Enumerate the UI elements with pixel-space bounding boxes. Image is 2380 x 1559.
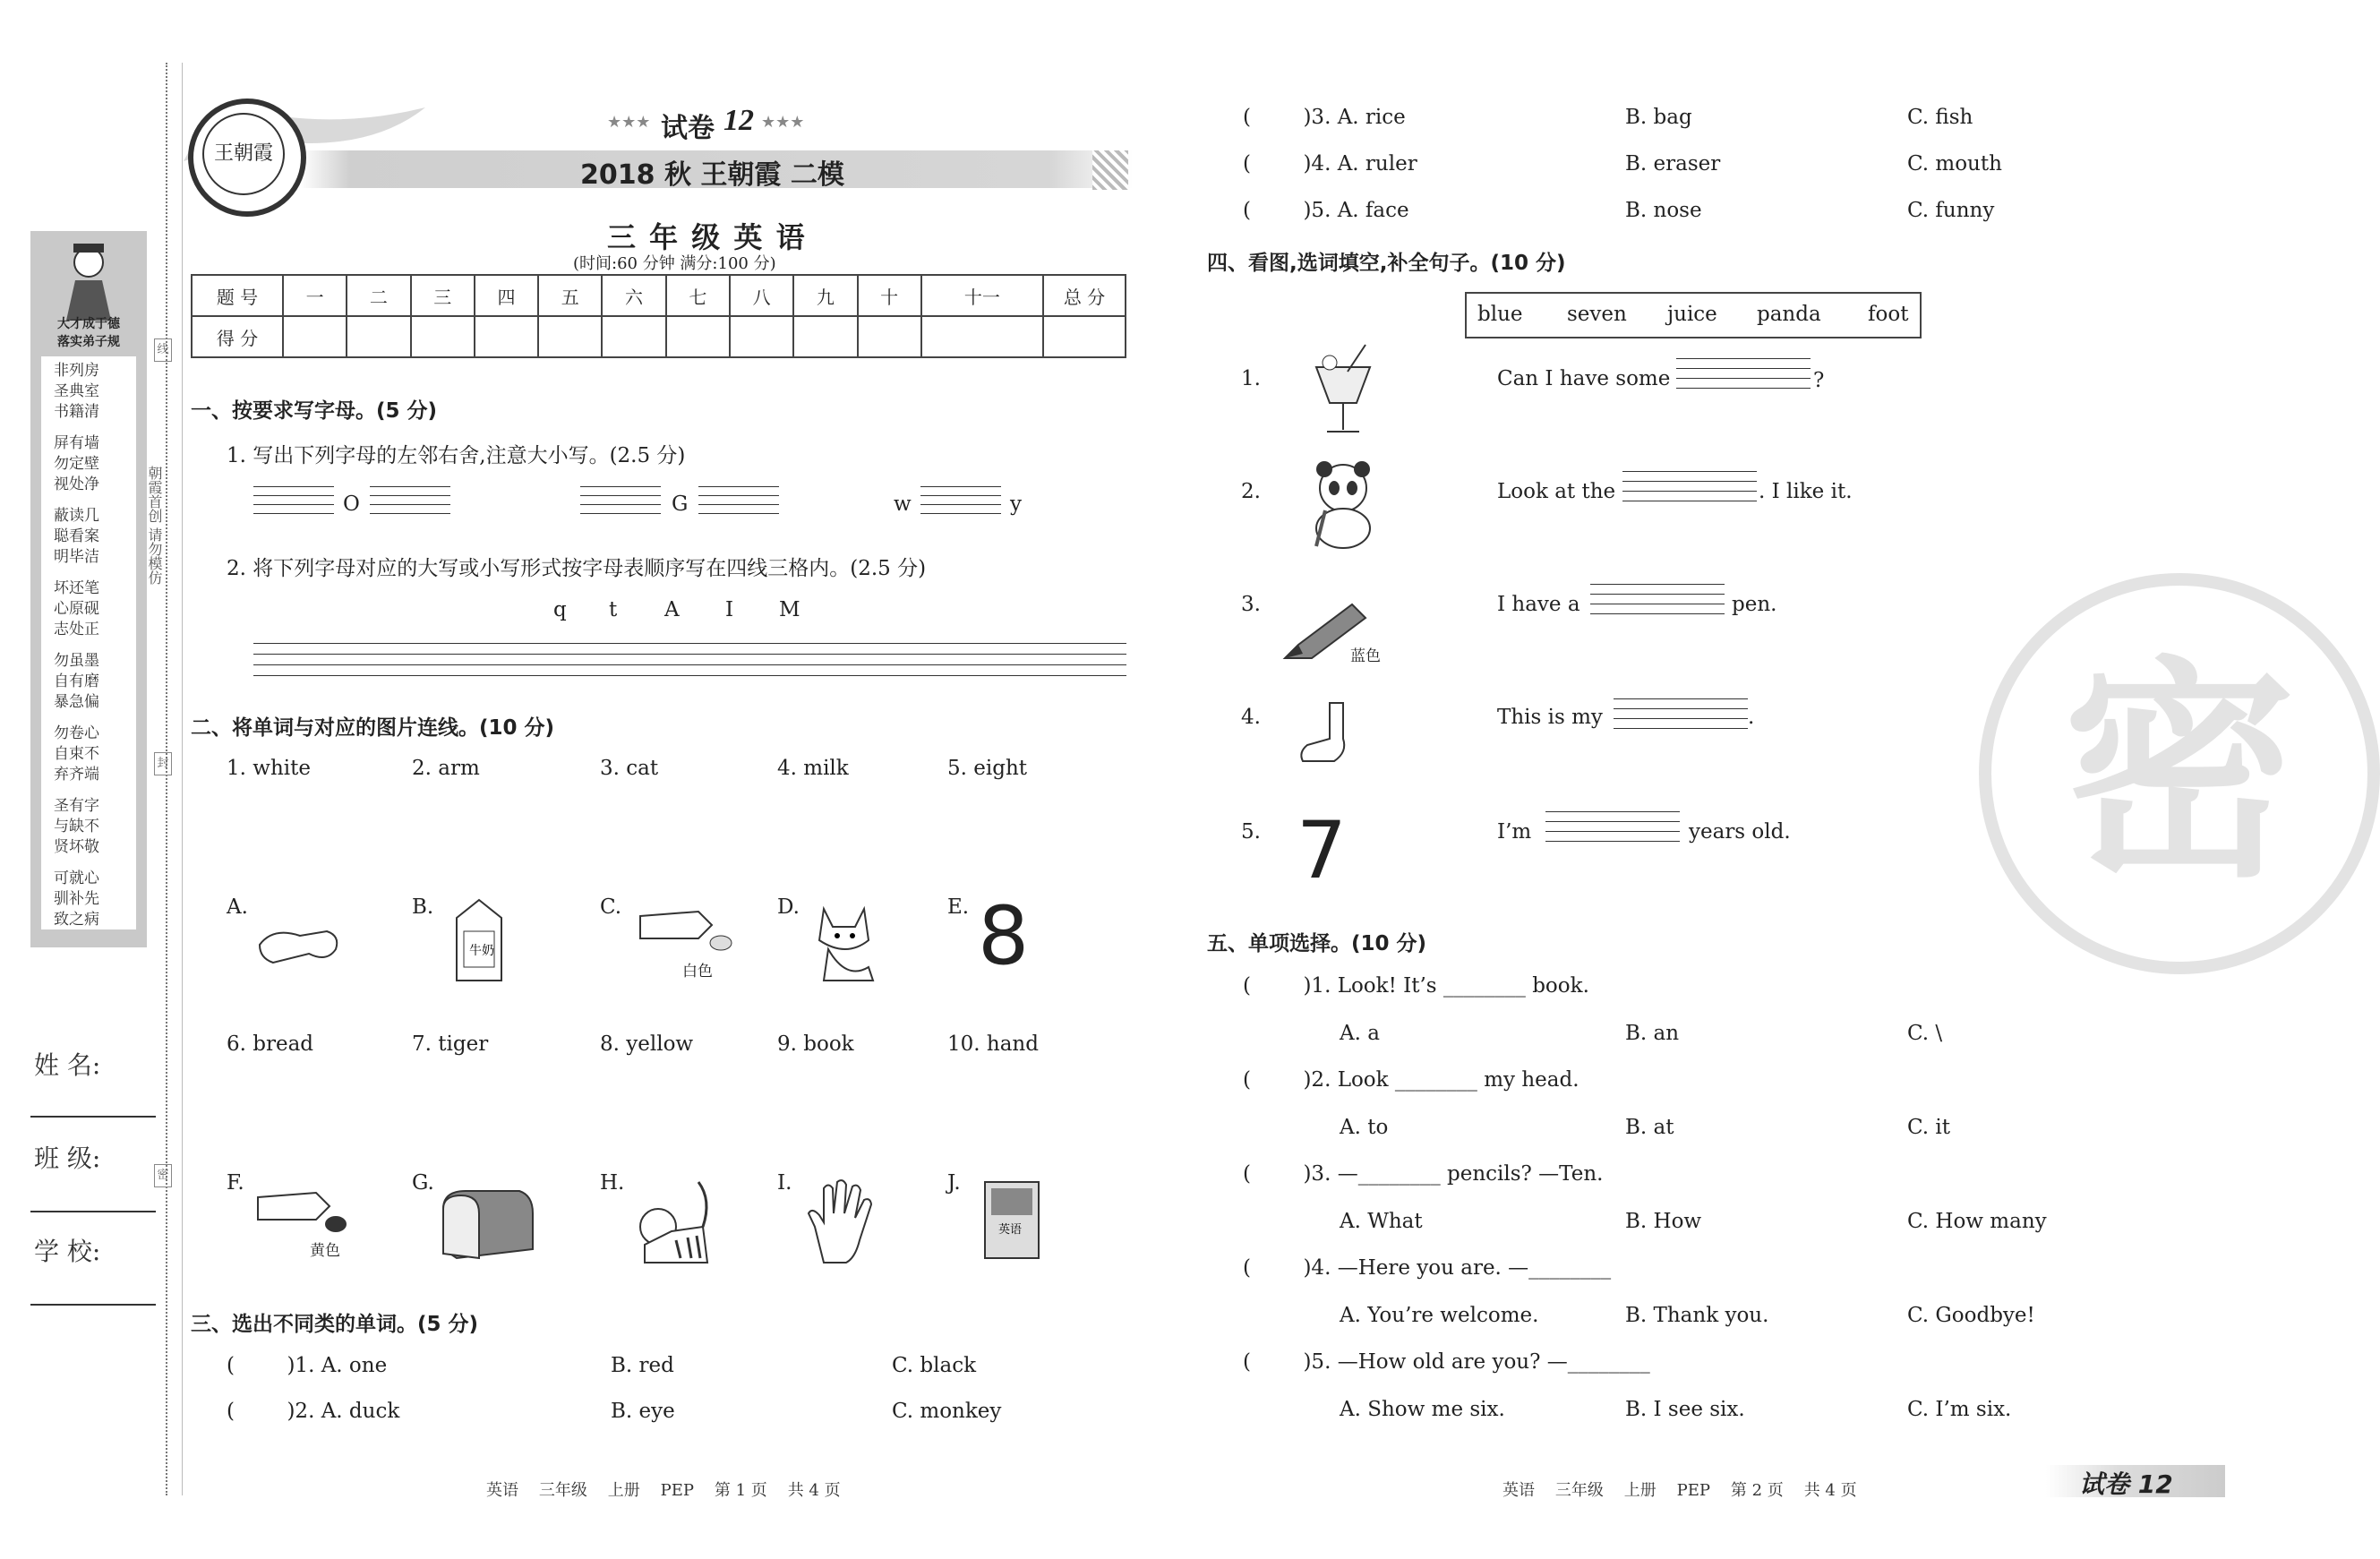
binding-slogan: 大才成于德 落实弟子规 xyxy=(57,317,120,349)
item-number: 5. xyxy=(1241,820,1261,844)
seal-mark-secret: 密 xyxy=(154,1164,172,1187)
mc-option-a[interactable]: A. to xyxy=(1340,1116,1389,1139)
vertical-note: 朝霞首创 请勿模仿 xyxy=(146,466,163,586)
section2-title: 二、将单词与对应的图片连线。(10 分) xyxy=(191,716,555,740)
class-field[interactable] xyxy=(30,1211,156,1212)
answer-lines[interactable] xyxy=(1590,584,1725,611)
given-letter: I xyxy=(725,598,734,621)
word-item: 4. milk xyxy=(777,757,849,780)
brand-logo xyxy=(188,99,306,217)
book-icon[interactable] xyxy=(980,1178,1043,1263)
footer-page2: 英语 三年级 上册 PEP 第 2 页 共 4 页 xyxy=(1502,1481,1857,1500)
choice-option: B. bag xyxy=(1625,106,1692,129)
mc-option-a[interactable]: A. What xyxy=(1340,1210,1423,1233)
four-line-grid[interactable] xyxy=(253,643,1126,679)
pic-label: C. xyxy=(600,895,622,919)
sentence-prefix: Look at the xyxy=(1497,480,1616,503)
choice-option: C. funny xyxy=(1907,199,1995,222)
answer-lines[interactable] xyxy=(1622,471,1757,498)
answer-lines[interactable] xyxy=(1676,358,1811,385)
word-bank-item: seven xyxy=(1567,303,1627,326)
name-label: 姓 名: xyxy=(34,1050,101,1080)
seal-mark-line: 线 xyxy=(154,338,172,362)
book-text: 英语 xyxy=(998,1223,1023,1237)
score-input-cell[interactable] xyxy=(921,316,1043,357)
motto-2: 屏有墙 勿定壁 视处净 xyxy=(54,434,99,493)
item-number: 1. xyxy=(1241,367,1261,390)
blue-color-label: 蓝色 xyxy=(1350,647,1381,665)
score-label-cell: 得 分 xyxy=(192,316,283,357)
item-number: 4. xyxy=(1241,706,1261,729)
score-header-cell: 七 xyxy=(666,275,730,316)
sentence-suffix: years old. xyxy=(1689,820,1791,844)
score-header-cell: 一 xyxy=(283,275,347,316)
corner-paper-label: 试卷 12 xyxy=(2079,1469,2173,1499)
item-number: 2. xyxy=(1241,480,1261,503)
choice-option: B. eye xyxy=(611,1400,675,1423)
stars-left: ★★★ xyxy=(607,113,651,132)
word-item: 9. book xyxy=(777,1032,854,1056)
score-input-cell[interactable] xyxy=(347,316,410,357)
choice-option: C. monkey xyxy=(892,1400,1002,1423)
pic-label: F. xyxy=(227,1171,244,1195)
score-header-cell: 十 xyxy=(858,275,921,316)
word-item: 6. bread xyxy=(227,1032,314,1056)
mc-option-a[interactable]: A. a xyxy=(1340,1022,1380,1045)
choice-option: C. fish xyxy=(1907,106,1973,129)
mc-option-b[interactable]: B. I see six. xyxy=(1625,1398,1745,1421)
milk-text: 牛奶 xyxy=(469,944,494,958)
digit-eight[interactable]: 8 xyxy=(978,889,1030,983)
letter-o: O xyxy=(343,493,360,516)
word-item: 5. eight xyxy=(947,757,1028,780)
mc-option-a[interactable]: A. You’re welcome. xyxy=(1340,1304,1539,1327)
motto-7: 圣有字 与缺不 贤坏敬 xyxy=(54,797,99,856)
stars-right: ★★★ xyxy=(761,113,805,132)
paper-label: 试卷 xyxy=(661,113,715,144)
checker-pattern xyxy=(1092,150,1128,190)
juice-glass-icon[interactable] xyxy=(1307,340,1379,439)
choice-option: C. mouth xyxy=(1907,152,2002,176)
score-header-cell: 八 xyxy=(730,275,793,316)
score-input-cell[interactable] xyxy=(475,316,538,357)
mc-option-c[interactable]: C. How many xyxy=(1907,1210,2047,1233)
sentence-suffix: . xyxy=(1748,706,1755,729)
sentence-suffix: . I like it. xyxy=(1759,480,1853,503)
given-letter: q xyxy=(553,598,567,621)
score-input-cell[interactable] xyxy=(1043,316,1126,357)
score-input-cell[interactable] xyxy=(858,316,921,357)
score-input-cell[interactable] xyxy=(602,316,665,357)
score-input-cell[interactable] xyxy=(283,316,347,357)
word-bank-item: panda xyxy=(1757,303,1821,326)
given-letter: t xyxy=(609,598,618,621)
class-label: 班 级: xyxy=(34,1144,101,1173)
section1-q1: 1. 写出下列字母的左邻右舍,注意大小写。(2.5 分) xyxy=(227,444,686,467)
word-bank-item: juice xyxy=(1667,303,1717,326)
score-header-cell: 总 分 xyxy=(1043,275,1126,316)
seal-mark-seal: 封 xyxy=(154,752,172,775)
white-paint-tube-icon[interactable] xyxy=(636,903,734,956)
score-header-cell: 五 xyxy=(538,275,602,316)
choice-question[interactable]: ( )2. A. duck xyxy=(227,1400,400,1423)
mc-option-b[interactable]: B. an xyxy=(1625,1022,1680,1045)
word-item: 2. arm xyxy=(412,757,480,780)
word-bank-item: foot xyxy=(1868,303,1909,326)
mc-option-c[interactable]: C. Goodbye! xyxy=(1907,1304,2035,1327)
sentence-prefix: I’m xyxy=(1497,820,1532,844)
yellow-paint-tube-icon[interactable] xyxy=(253,1184,352,1238)
motto-4: 坏还笔 心原砚 志处正 xyxy=(54,579,99,638)
pic-label: E. xyxy=(947,895,970,919)
letter-g: G xyxy=(672,493,689,516)
pic-label: B. xyxy=(412,895,434,919)
score-header-cell: 六 xyxy=(602,275,665,316)
pic-label: A. xyxy=(227,895,248,919)
score-input-cell[interactable] xyxy=(411,316,475,357)
choice-option: B. nose xyxy=(1625,199,1702,222)
hand-icon[interactable] xyxy=(801,1178,882,1267)
letter-y: y xyxy=(1010,493,1022,516)
word-item: 10. hand xyxy=(947,1032,1039,1056)
name-field[interactable] xyxy=(30,1116,156,1118)
sentence-prefix: Can I have some xyxy=(1497,367,1671,390)
answer-lines[interactable] xyxy=(370,486,450,513)
digit-seven[interactable]: 7 xyxy=(1297,804,1347,896)
choice-question[interactable]: ( )5. A. face xyxy=(1243,199,1409,222)
score-header-cell: 四 xyxy=(475,275,538,316)
score-header-cell: 二 xyxy=(347,275,410,316)
exam-title: 2018 秋 王朝霞 二模 xyxy=(580,159,844,191)
mc-option-c[interactable]: C. I’m six. xyxy=(1907,1398,2012,1421)
sentence-prefix: I have a xyxy=(1497,593,1580,616)
pic-label: D. xyxy=(777,895,800,919)
letter-w: w xyxy=(894,493,912,516)
footer-page1: 英语 三年级 上册 PEP 第 1 页 共 4 页 xyxy=(486,1481,841,1500)
mc-option-c[interactable]: C. it xyxy=(1907,1116,1950,1139)
logo-text: 王朝霞 xyxy=(202,113,285,195)
subject-title: 三 年 级 英 语 xyxy=(607,220,807,254)
mc-option-c[interactable]: C. \ xyxy=(1907,1022,1943,1045)
word-item: 3. cat xyxy=(600,757,659,780)
word-item: 1. white xyxy=(227,757,311,780)
choice-option: B. eraser xyxy=(1625,152,1721,176)
mc-option-b[interactable]: B. How xyxy=(1625,1210,1702,1233)
choice-option: B. red xyxy=(611,1354,674,1377)
yellow-color-label: 黄色 xyxy=(310,1242,340,1260)
score-header-cell: 题 号 xyxy=(192,275,283,316)
score-input-cell[interactable] xyxy=(793,316,857,357)
seal-char: 密 xyxy=(2063,638,2296,909)
mc-question[interactable]: ( )4. —Here you are. —________ xyxy=(1243,1256,1612,1280)
school-label: 学 校: xyxy=(34,1237,101,1266)
score-table xyxy=(191,274,1126,358)
score-input-cell[interactable] xyxy=(730,316,793,357)
word-item: 8. yellow xyxy=(600,1032,694,1056)
pic-label: H. xyxy=(600,1171,625,1195)
binding-dotted-line xyxy=(166,63,167,1495)
milk-carton-icon[interactable] xyxy=(448,895,510,985)
sentence-suffix: pen. xyxy=(1732,593,1777,616)
score-input-cell[interactable] xyxy=(538,316,602,357)
mc-option-b[interactable]: B. Thank you. xyxy=(1625,1304,1769,1327)
score-header-cell: 九 xyxy=(793,275,857,316)
arm-icon[interactable] xyxy=(255,909,345,972)
answer-lines[interactable] xyxy=(253,486,334,513)
word-bank-item: blue xyxy=(1477,303,1523,326)
answer-lines[interactable] xyxy=(580,486,661,513)
scholar-icon xyxy=(57,240,120,321)
choice-option: C. black xyxy=(892,1354,977,1377)
white-color-label: 白色 xyxy=(682,963,713,981)
given-letter: M xyxy=(779,598,800,621)
panda-icon[interactable] xyxy=(1303,457,1383,551)
motto-1: 非列房 圣典室 书籍清 xyxy=(54,362,99,421)
mc-question[interactable]: ( )1. Look! It’s ________ book. xyxy=(1243,974,1589,998)
bread-icon[interactable] xyxy=(439,1182,537,1263)
motto-3: 蔽读几 聪看案 明毕洁 xyxy=(54,507,99,566)
word-bank-box xyxy=(1465,292,1922,338)
mc-option-b[interactable]: B. at xyxy=(1625,1116,1674,1139)
paper-number: 12 xyxy=(723,104,754,137)
mc-question[interactable]: ( )2. Look ________ my head. xyxy=(1243,1068,1580,1092)
answer-lines[interactable] xyxy=(1545,811,1680,838)
choice-question[interactable]: ( )3. A. rice xyxy=(1243,106,1406,129)
section1-title: 一、按要求写字母。(5 分) xyxy=(191,399,438,423)
mc-question[interactable]: ( )5. —How old are you? —________ xyxy=(1243,1350,1650,1374)
secret-seal-watermark xyxy=(1979,573,2380,974)
motto-8: 可就心 驯补先 致之病 xyxy=(54,869,99,929)
cat-icon[interactable] xyxy=(806,895,886,985)
mc-question[interactable]: ( )3. —________ pencils? —Ten. xyxy=(1243,1162,1604,1186)
motto-6: 勿卷心 自束不 弃齐端 xyxy=(54,724,99,784)
score-header-row xyxy=(192,275,1126,316)
section3-title: 三、选出不同类的单词。(5 分) xyxy=(191,1313,479,1336)
answer-lines[interactable] xyxy=(698,486,779,513)
score-value-row xyxy=(192,316,1126,357)
mc-option-a[interactable]: A. Show me six. xyxy=(1340,1398,1505,1421)
word-item: 7. tiger xyxy=(412,1032,489,1056)
section5-title: 五、单项选择。(10 分) xyxy=(1207,932,1427,955)
pic-label: G. xyxy=(412,1171,434,1195)
pic-label: I. xyxy=(777,1171,792,1195)
sentence-prefix: This is my xyxy=(1497,706,1603,729)
section1-q2: 2. 将下列字母对应的大写或小写形式按字母表顺序写在四线三格内。(2.5 分) xyxy=(227,557,927,580)
school-field[interactable] xyxy=(30,1304,156,1306)
tiger-icon[interactable] xyxy=(627,1173,716,1272)
answer-lines[interactable] xyxy=(920,486,1001,513)
time-note: (时间:60 分钟 满分:100 分) xyxy=(573,254,776,273)
score-header-cell: 三 xyxy=(411,275,475,316)
section4-title: 四、看图,选词填空,补全句子。(10 分) xyxy=(1207,252,1566,275)
item-number: 3. xyxy=(1241,593,1261,616)
choice-question[interactable]: ( )1. A. one xyxy=(227,1354,388,1377)
answer-lines[interactable] xyxy=(1614,698,1748,725)
choice-question[interactable]: ( )4. A. ruler xyxy=(1243,152,1417,176)
sentence-suffix: ? xyxy=(1813,369,1825,392)
given-letter: A xyxy=(664,598,680,621)
motto-5: 勿虽墨 自有磨 暴急偏 xyxy=(54,652,99,711)
foot-icon[interactable] xyxy=(1294,698,1374,770)
binding-solid-line xyxy=(182,63,183,1495)
score-input-cell[interactable] xyxy=(666,316,730,357)
score-header-cell: 十一 xyxy=(921,275,1043,316)
pic-label: J. xyxy=(947,1171,961,1195)
